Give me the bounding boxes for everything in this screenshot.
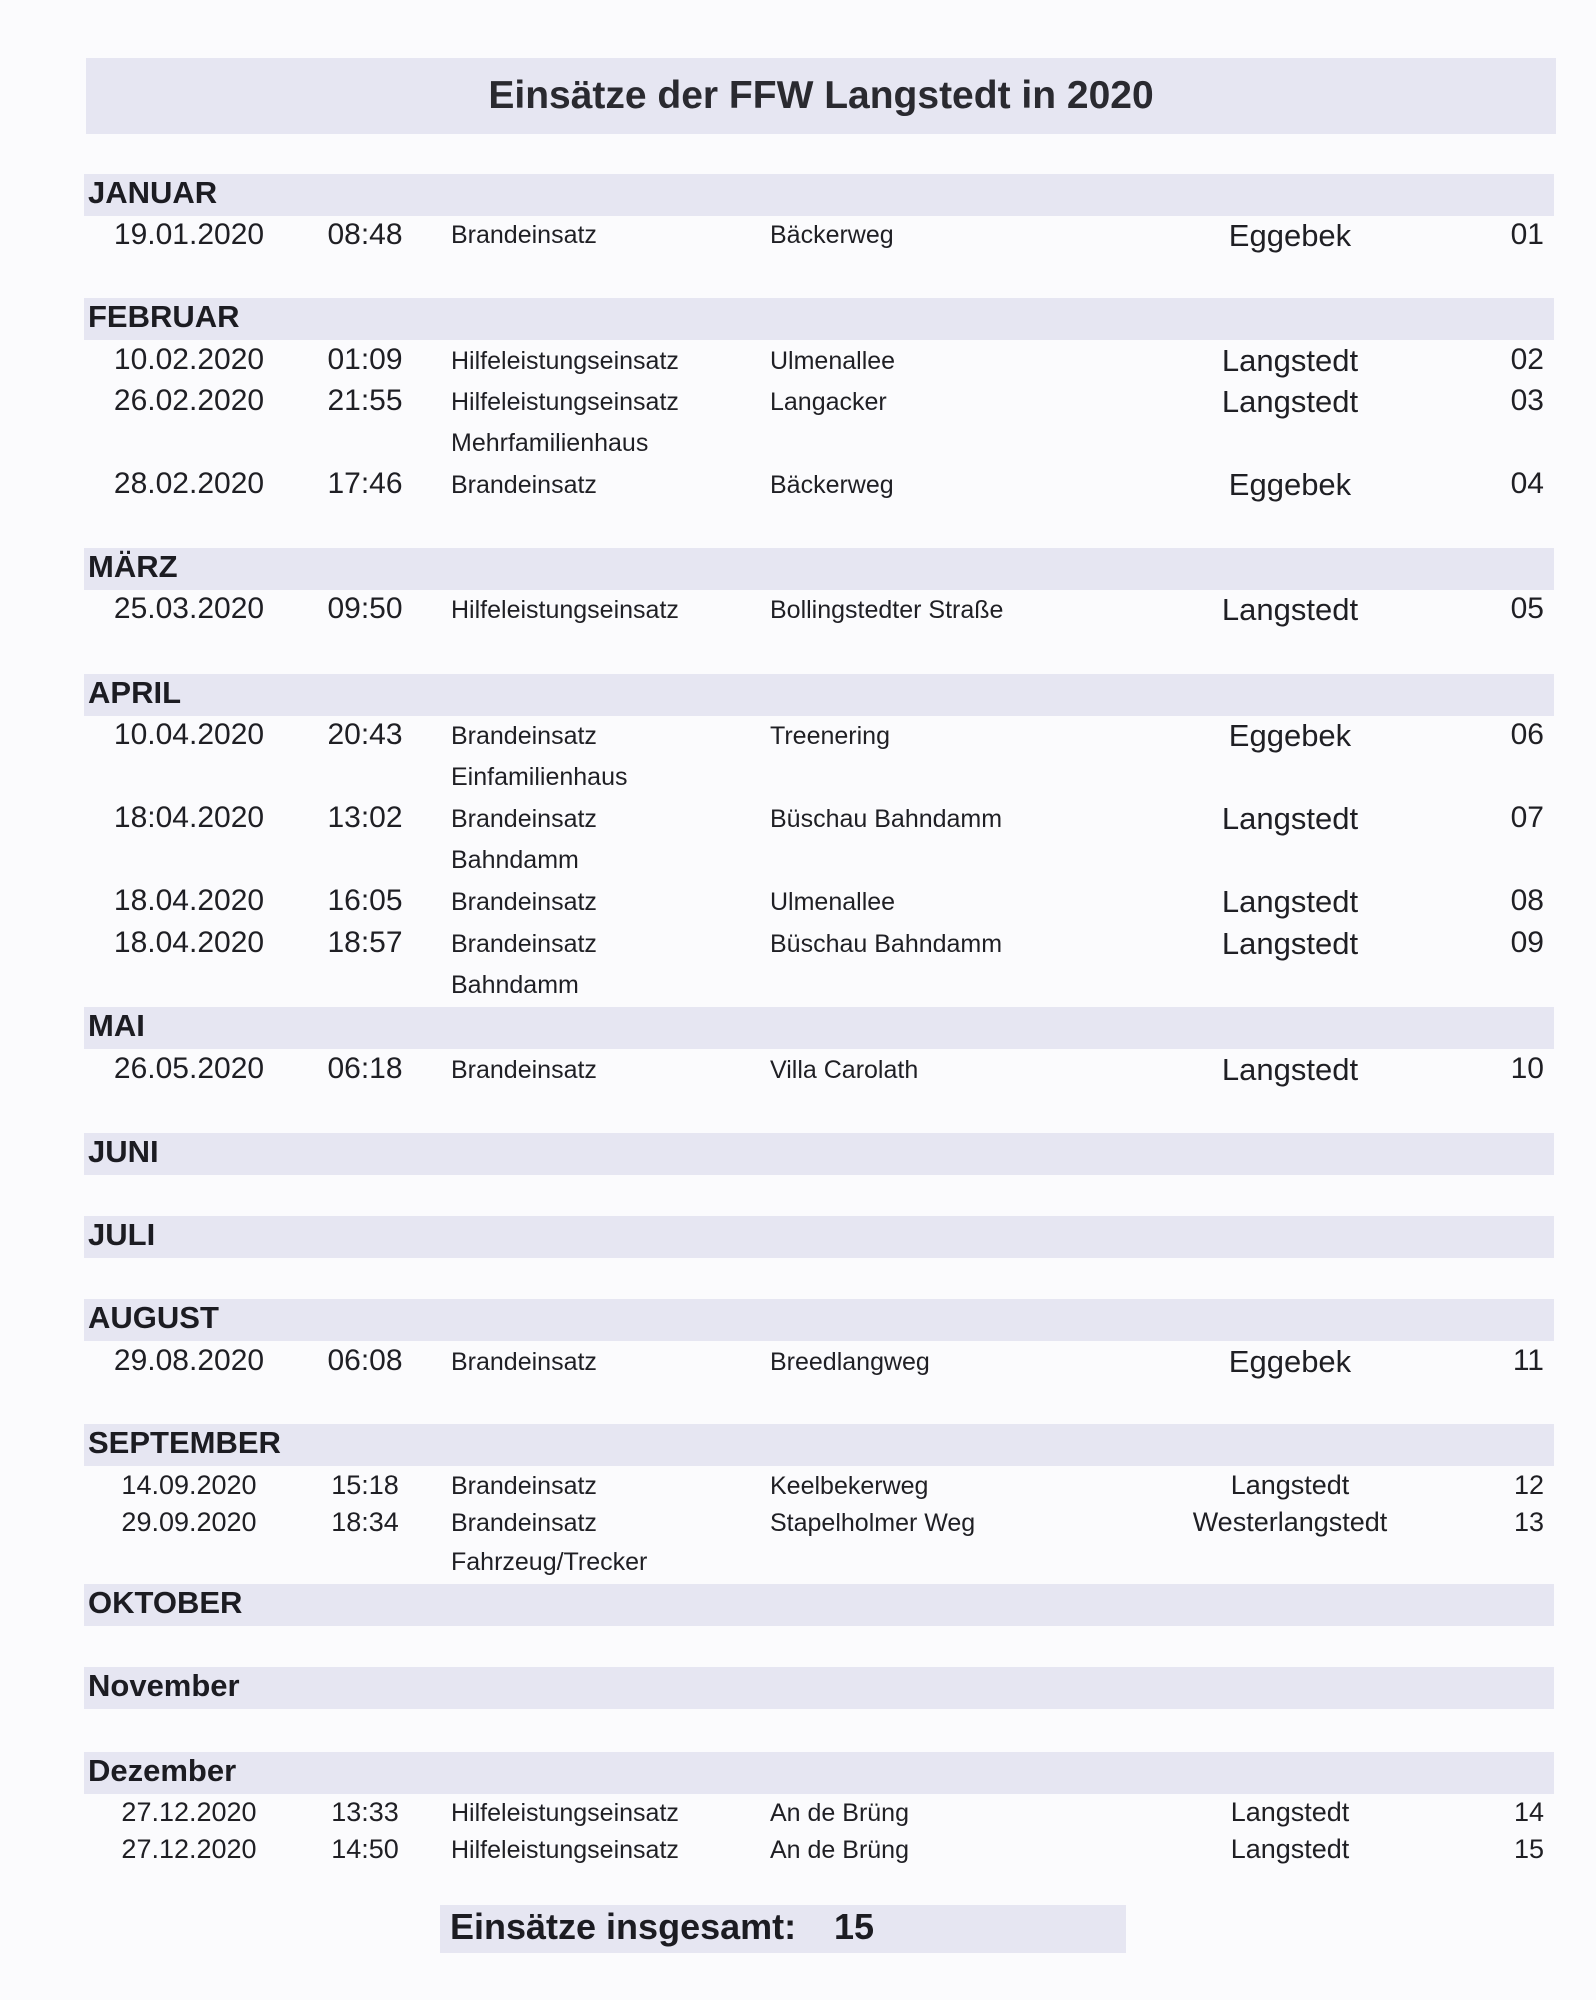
entry-place: Langstedt bbox=[1221, 1052, 1359, 1087]
entry-type: Brandeinsatz bbox=[451, 805, 597, 833]
entry-street: Langacker bbox=[770, 388, 887, 416]
entry-place: Langstedt bbox=[1230, 1470, 1350, 1500]
month-band-august bbox=[84, 1299, 1554, 1341]
entry-street: Büschau Bahndamm bbox=[770, 930, 1003, 958]
entry-street: Villa Carolath bbox=[770, 1056, 919, 1084]
month-label-oktober: OKTOBER bbox=[88, 1585, 243, 1620]
entry-time: 17:46 bbox=[327, 467, 403, 500]
entry-date: 10.02.2020 bbox=[113, 343, 265, 376]
entry-time: 14:50 bbox=[331, 1834, 399, 1864]
entry-time: 08:48 bbox=[327, 218, 403, 251]
month-label-april: APRIL bbox=[88, 675, 181, 710]
entry-date: 26.05.2020 bbox=[113, 1052, 265, 1085]
entry-number: 03 bbox=[1510, 384, 1544, 417]
total-label: Einsätze insgesamt: bbox=[450, 1906, 797, 1947]
entry-street: Bäckerweg bbox=[770, 471, 894, 499]
month-label-januar: JANUAR bbox=[88, 175, 218, 210]
entry-type: Brandeinsatz bbox=[451, 1472, 597, 1500]
entry-date: 18.04.2020 bbox=[113, 884, 265, 917]
entry-place: Langstedt bbox=[1230, 1834, 1350, 1864]
entry-time: 13:33 bbox=[331, 1797, 399, 1827]
month-band-mai bbox=[84, 1007, 1554, 1049]
entry-subtype: Einfamilienhaus bbox=[451, 763, 628, 791]
entry-street: Treenering bbox=[770, 722, 890, 750]
entry-street: Stapelholmer Weg bbox=[770, 1509, 976, 1537]
entry-place: Eggebek bbox=[1228, 218, 1352, 253]
month-label-juni: JUNI bbox=[88, 1134, 159, 1169]
entry-date: 10.04.2020 bbox=[113, 718, 265, 751]
entry-street: An de Brüng bbox=[770, 1799, 909, 1827]
entry-date: 18.04.2020 bbox=[113, 926, 265, 959]
entry-type: Hilfeleistungseinsatz bbox=[451, 1836, 679, 1864]
entry-date: 29.09.2020 bbox=[121, 1507, 257, 1537]
entry-time: 06:18 bbox=[327, 1052, 403, 1085]
entry-number: 15 bbox=[1513, 1834, 1544, 1864]
entry-time: 18:34 bbox=[331, 1507, 399, 1537]
entry-street: Büschau Bahndamm bbox=[770, 805, 1003, 833]
entry-number: 08 bbox=[1510, 884, 1544, 917]
entry-number: 13 bbox=[1513, 1507, 1544, 1537]
month-label-dezember: Dezember bbox=[88, 1753, 237, 1788]
month-band-maerz bbox=[84, 548, 1554, 590]
month-label-juli: JULI bbox=[88, 1217, 156, 1252]
entry-subtype: Bahndamm bbox=[451, 846, 579, 874]
month-band-september bbox=[84, 1424, 1554, 1466]
entry-time: 20:43 bbox=[327, 718, 403, 751]
entry-number: 06 bbox=[1510, 718, 1544, 751]
entry-time: 09:50 bbox=[327, 592, 403, 625]
entry-place: Langstedt bbox=[1221, 384, 1359, 419]
entry-subtype: Bahndamm bbox=[451, 971, 579, 999]
entry-time: 06:08 bbox=[327, 1344, 403, 1377]
month-label-august: AUGUST bbox=[88, 1300, 219, 1335]
entry-type: Brandeinsatz bbox=[451, 471, 597, 499]
entry-date: 26.02.2020 bbox=[113, 384, 265, 417]
entry-date: 27.12.2020 bbox=[121, 1834, 257, 1864]
entry-type: Brandeinsatz bbox=[451, 1056, 597, 1084]
entry-number: 10 bbox=[1510, 1052, 1544, 1085]
entry-number: 04 bbox=[1510, 467, 1544, 500]
month-band-juni bbox=[84, 1133, 1554, 1175]
entry-number: 01 bbox=[1510, 218, 1544, 251]
entry-street: An de Brüng bbox=[770, 1836, 909, 1864]
entry-place: Langstedt bbox=[1230, 1797, 1350, 1827]
month-band-juli bbox=[84, 1216, 1554, 1258]
entry-type: Brandeinsatz bbox=[451, 1509, 597, 1537]
entry-date: 29.08.2020 bbox=[113, 1344, 265, 1377]
entry-place: Langstedt bbox=[1221, 592, 1359, 627]
entry-subtype: Mehrfamilienhaus bbox=[451, 429, 649, 457]
entry-place: Eggebek bbox=[1228, 1344, 1352, 1379]
month-band-november bbox=[84, 1667, 1554, 1709]
entry-time: 01:09 bbox=[327, 343, 403, 376]
entry-number: 09 bbox=[1510, 926, 1544, 959]
month-band-april bbox=[84, 674, 1554, 716]
entry-street: Bäckerweg bbox=[770, 221, 894, 249]
entry-place: Langstedt bbox=[1221, 343, 1359, 378]
entry-time: 18:57 bbox=[327, 926, 403, 959]
entry-type: Brandeinsatz bbox=[451, 888, 597, 916]
entry-street: Ulmenallee bbox=[770, 347, 896, 375]
entry-place: Westerlangstedt bbox=[1192, 1507, 1388, 1537]
entry-place: Eggebek bbox=[1228, 718, 1352, 753]
entry-number: 02 bbox=[1510, 343, 1544, 376]
month-label-februar: FEBRUAR bbox=[88, 299, 240, 334]
month-label-september: SEPTEMBER bbox=[88, 1425, 281, 1460]
month-label-mai: MAI bbox=[88, 1008, 145, 1043]
entry-date: 19.01.2020 bbox=[113, 218, 265, 251]
entry-number: 11 bbox=[1512, 1344, 1544, 1377]
entry-street: Bollingstedter Straße bbox=[770, 596, 1004, 624]
page-title: Einsätze der FFW Langstedt in 2020 bbox=[86, 58, 1556, 134]
entry-subtype: Fahrzeug/Trecker bbox=[451, 1548, 648, 1576]
entry-time: 21:55 bbox=[327, 384, 403, 417]
month-label-november: November bbox=[88, 1668, 240, 1703]
entry-number: 14 bbox=[1513, 1797, 1544, 1827]
month-band-dezember bbox=[84, 1752, 1554, 1794]
entry-number: 07 bbox=[1510, 801, 1544, 834]
entry-place: Langstedt bbox=[1221, 884, 1359, 919]
entry-number: 12 bbox=[1513, 1470, 1544, 1500]
entry-date: 28.02.2020 bbox=[113, 467, 265, 500]
entry-street: Ulmenallee bbox=[770, 888, 896, 916]
entry-type: Brandeinsatz bbox=[451, 930, 597, 958]
total-value: 15 bbox=[834, 1906, 875, 1947]
entry-street: Breedlangweg bbox=[770, 1348, 930, 1376]
month-band-februar bbox=[84, 298, 1554, 340]
entry-type: Hilfeleistungseinsatz bbox=[451, 388, 679, 416]
entry-date: 27.12.2020 bbox=[121, 1797, 257, 1827]
entry-type: Brandeinsatz bbox=[451, 1348, 597, 1376]
entry-place: Langstedt bbox=[1221, 926, 1359, 961]
month-band-oktober bbox=[84, 1584, 1554, 1626]
entry-time: 16:05 bbox=[327, 884, 403, 917]
entry-type: Hilfeleistungseinsatz bbox=[451, 347, 679, 375]
month-label-maerz: MÄRZ bbox=[88, 549, 178, 584]
entry-type: Brandeinsatz bbox=[451, 722, 597, 750]
entry-number: 05 bbox=[1510, 592, 1544, 625]
entry-time: 13:02 bbox=[327, 801, 403, 834]
entry-place: Eggebek bbox=[1228, 467, 1352, 502]
month-band-januar bbox=[84, 174, 1554, 216]
entry-time: 15:18 bbox=[331, 1470, 399, 1500]
entry-date: 14.09.2020 bbox=[121, 1470, 257, 1500]
entry-date: 25.03.2020 bbox=[113, 592, 265, 625]
entry-type: Hilfeleistungseinsatz bbox=[451, 596, 679, 624]
entry-type: Brandeinsatz bbox=[451, 221, 597, 249]
entry-street: Keelbekerweg bbox=[770, 1472, 929, 1500]
entry-place: Langstedt bbox=[1221, 801, 1359, 836]
entry-type: Hilfeleistungseinsatz bbox=[451, 1799, 679, 1827]
entry-date: 18:04.2020 bbox=[113, 801, 265, 834]
